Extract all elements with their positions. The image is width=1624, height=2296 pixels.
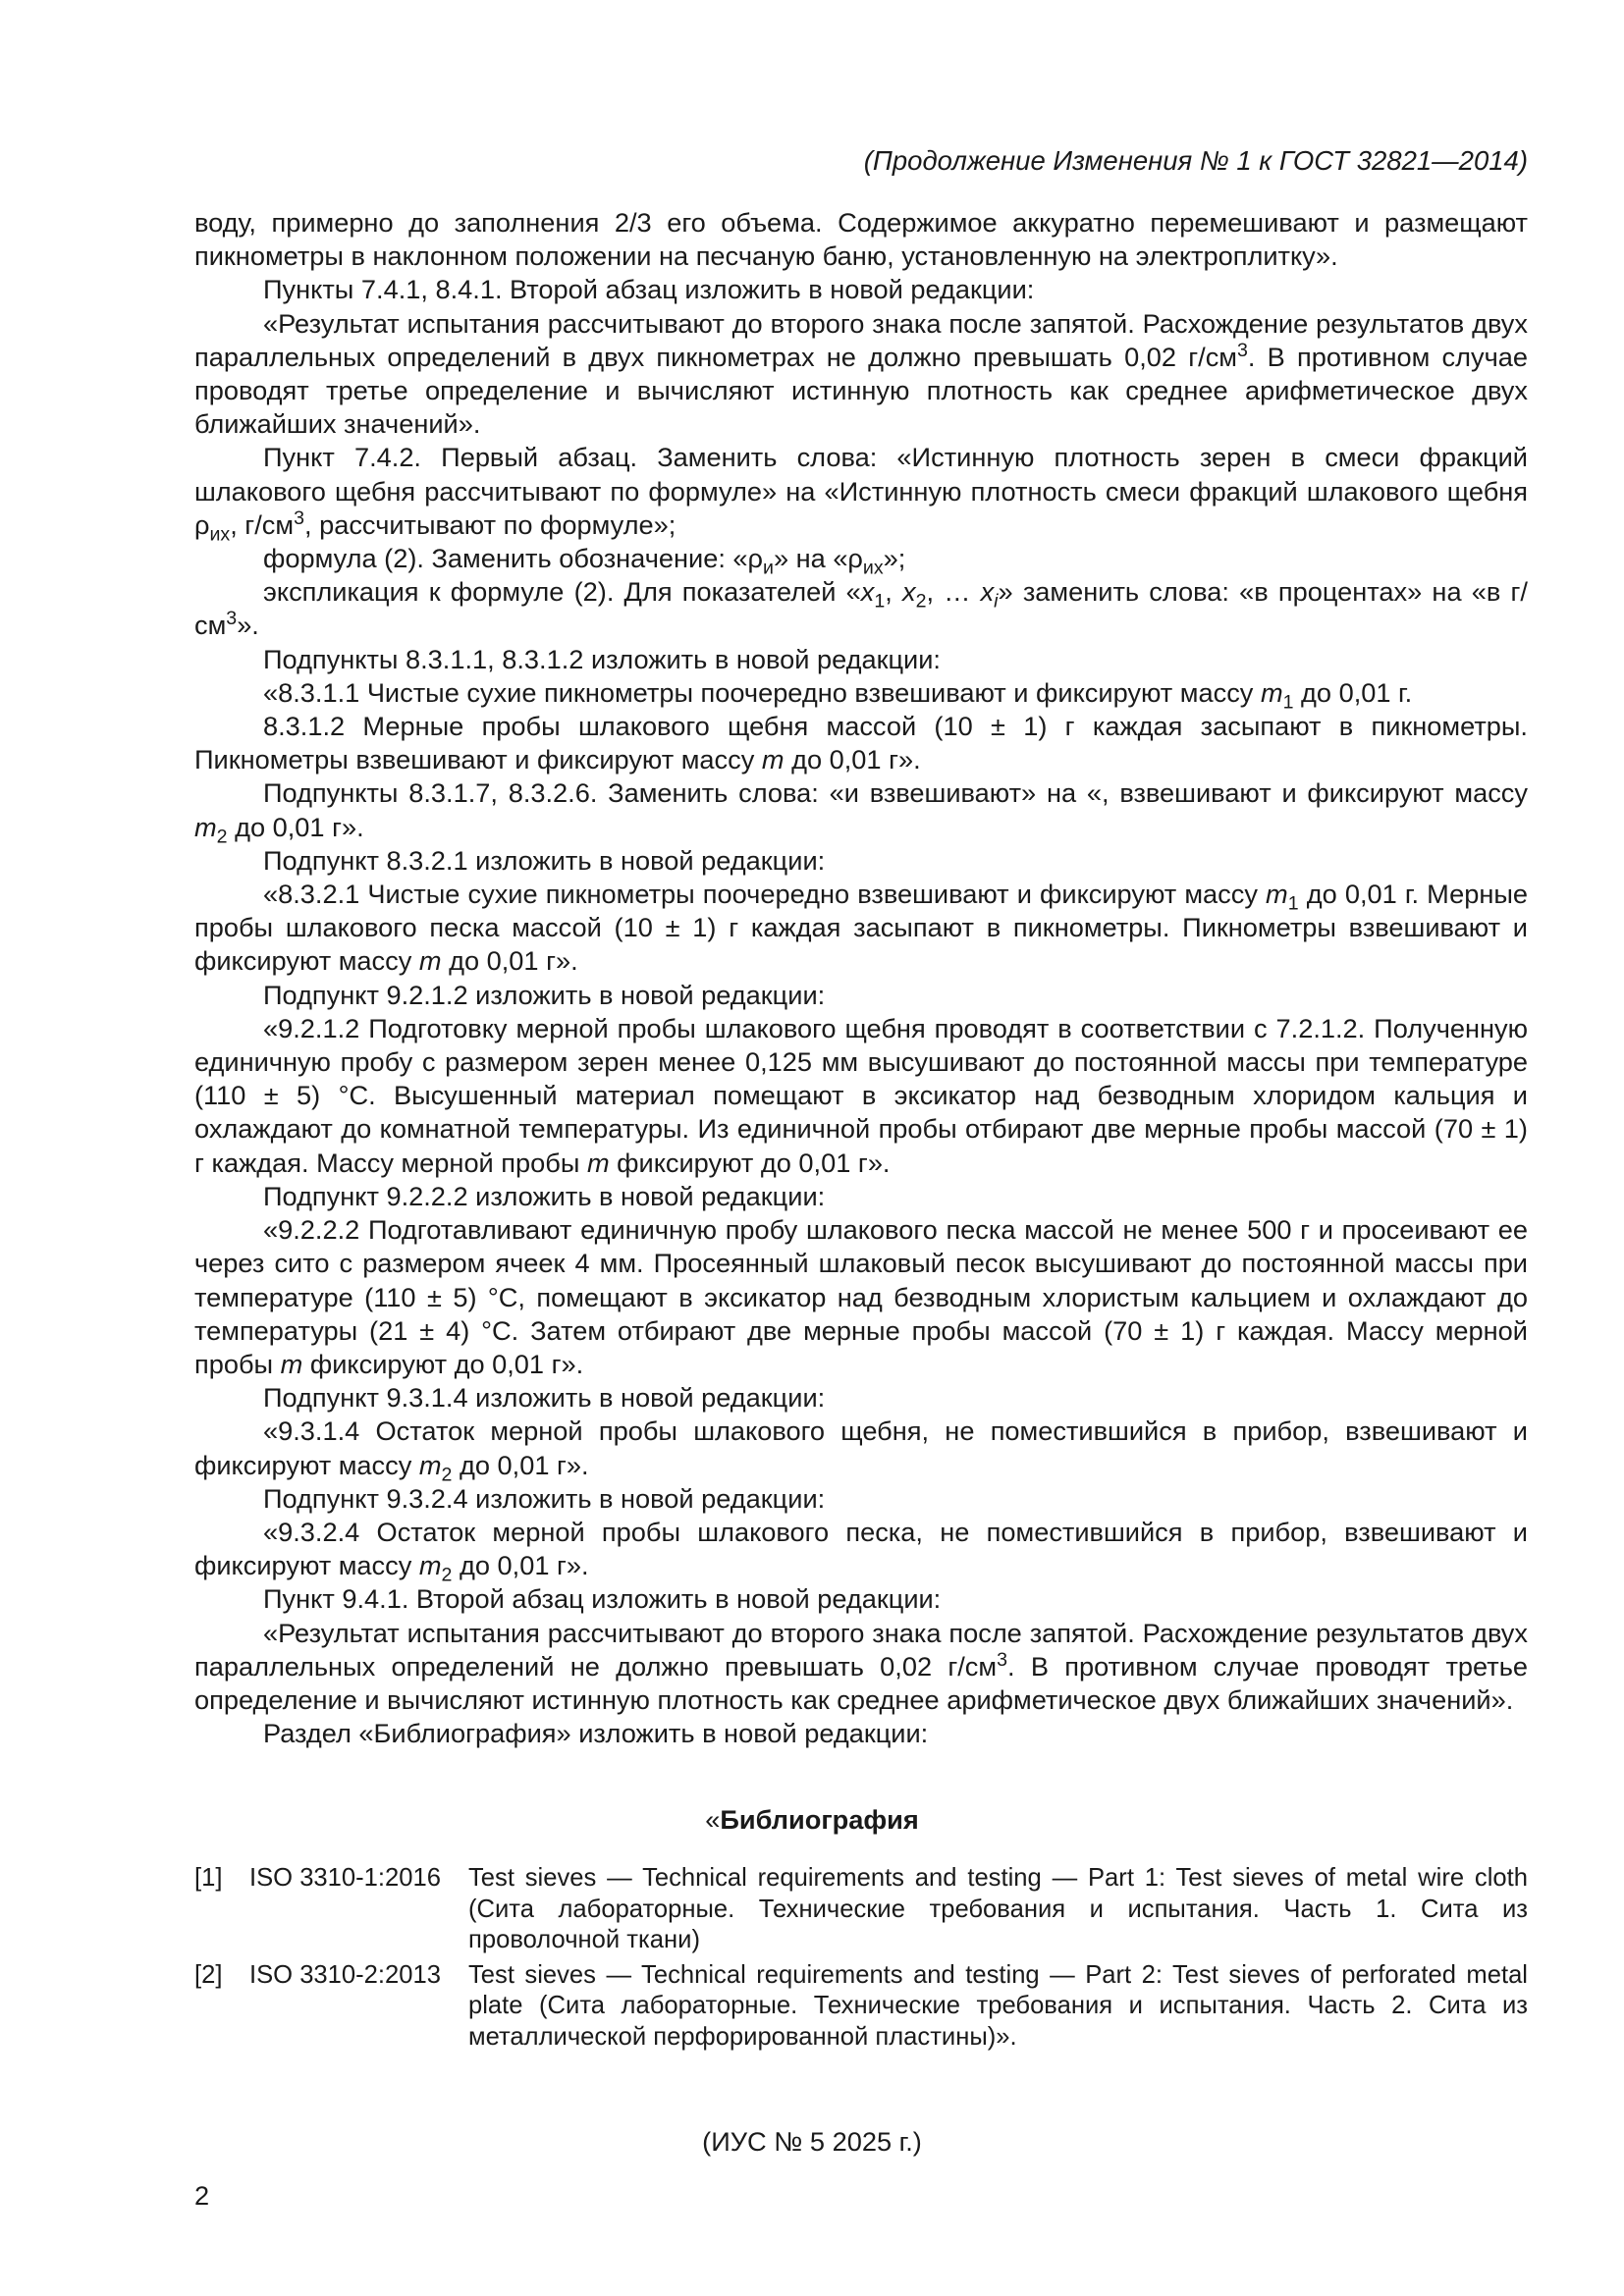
paragraph bbox=[194, 878, 1528, 979]
text-run: и bbox=[763, 557, 774, 579]
bibliography-entry-number: [1] bbox=[194, 1864, 223, 1892]
text-run: воду, примерно до заполнения 2/3 его объема. Содержимое аккуратно перемешивают и размещают пикнометры в наклонном положении на песчаную баню, установленную на электроплитку». bbox=[194, 207, 1528, 272]
text-run: Подпункты 8.3.1.1, 8.3.1.2 изложить в новой редакции: bbox=[263, 643, 941, 674]
text-run: «9.3.2.4 Остаток мерной пробы шлакового песка, не поместившийся в прибор, взвешивают и фиксируют массу bbox=[194, 1516, 1528, 1581]
bibliography-entry-standard: ISO 3310-2:2013 bbox=[249, 1960, 441, 1989]
text-run: Подпункт 9.2.2.2 изложить в новой редакции: bbox=[263, 1180, 826, 1211]
bibliography-entry-number: [2] bbox=[194, 1960, 223, 1989]
paragraph bbox=[194, 844, 1528, 878]
text-run: до 0,01 г». bbox=[452, 1550, 589, 1581]
text-run: , г/см bbox=[230, 508, 295, 540]
text-run: m bbox=[1266, 879, 1288, 910]
text-run: формула (2). Заменить обозначение: «ρ bbox=[263, 543, 764, 574]
paragraph bbox=[194, 776, 1528, 847]
text-run: 3 bbox=[294, 507, 304, 529]
text-run: m bbox=[280, 1348, 303, 1379]
text-run: «Результат испытания рассчитывают до второго знака после запятой. Расхождение результатов двух параллельных определений в двух пикнометрах не должно превышать 0,02 г/см bbox=[194, 307, 1528, 372]
body-text bbox=[194, 206, 1528, 1750]
text-run: до 0,01 г. Мерные пробы шлакового песка массой (10 ± 1) г каждая засыпают в пикнометры. Пикнометры взвешивают и фиксируют массу bbox=[194, 879, 1528, 977]
text-run: Пункт 9.4.1. Второй абзац изложить в новой редакции: bbox=[263, 1583, 942, 1615]
text-run: Пункты 7.4.1, 8.4.1. Второй абзац изложить в новой редакции: bbox=[263, 274, 1035, 305]
paragraph bbox=[194, 273, 1528, 306]
paragraph bbox=[194, 441, 1528, 546]
text-run: до 0,01 г. bbox=[1293, 676, 1413, 708]
bibliography-entry-title: Test sieves — Technical requirements and testing — Part 2: Test sieves of perforated metal plate (Сита лабораторные. Технические требования и испытания. Часть 2. Сита из металлической перфорированной пластины)». bbox=[468, 1960, 1528, 2051]
paragraph bbox=[194, 575, 1528, 642]
text-run: Подпункт 9.3.2.4 изложить в новой редакции: bbox=[263, 1482, 826, 1514]
bibliography-entry-standard: ISO 3310-1:2016 bbox=[249, 1864, 441, 1892]
paragraph bbox=[194, 1582, 1528, 1616]
text-run: x bbox=[901, 576, 916, 608]
text-run: 3 bbox=[997, 1648, 1007, 1671]
text-run: 2 bbox=[915, 590, 927, 613]
text-run: «8.3.2.1 Чистые сухие пикнометры поочередно взвешивают и фиксируют массу bbox=[263, 879, 1267, 910]
bibliography-entry bbox=[194, 1960, 1528, 2054]
paragraph bbox=[194, 979, 1528, 1012]
paragraph bbox=[194, 206, 1528, 273]
text-run: «9.2.1.2 Подготовку мерной пробы шлакового щебня проводят в соответствии с 7.2.1.2. Полученную единичную пробу с размером зерен менее 0,125 мм высушивают до постоянной массы при температуре (110 ± 5) °С. Высушенный материал помещают в эксикатор над безводным хлоридом кальция и охлаждают до комнатной температуры. Из единичной пробы отбирают две мерные пробы массой (70 ± 1) г каждая. Массу мерной пробы bbox=[194, 1012, 1528, 1178]
paragraph bbox=[194, 1381, 1528, 1415]
text-run: . В противном случае проводят третье определение и вычисляют истинную плотность как среднее арифметическое двух ближайших значений». bbox=[194, 1650, 1529, 1715]
paragraph bbox=[194, 1012, 1528, 1180]
text-run: m bbox=[761, 744, 785, 775]
text-run: Пункт 7.4.2. Первый абзац. Заменить слова: «Истинную плотность зерен в смеси фракций шлакового щебня рассчитывают по формуле» на «Истинную плотность смеси фракций шлакового щебня ρ bbox=[194, 442, 1528, 540]
text-run: 2 bbox=[216, 825, 228, 847]
paragraph bbox=[194, 1180, 1528, 1213]
text-run: до 0,01 г». bbox=[227, 811, 364, 842]
bibliography-heading bbox=[0, 1804, 1624, 1836]
bibliography-quote: « bbox=[705, 1804, 721, 1835]
text-run: m bbox=[1260, 676, 1283, 708]
text-run: фиксируют до 0,01 г». bbox=[609, 1147, 891, 1178]
paragraph bbox=[194, 542, 1528, 579]
text-run: 3 bbox=[1236, 339, 1248, 361]
text-run: «9.3.1.4 Остаток мерной пробы шлакового щебня, не поместившийся в прибор, взвешивают и фиксируют массу bbox=[194, 1415, 1528, 1480]
bibliography-list bbox=[194, 1863, 1528, 2056]
text-run: m bbox=[586, 1147, 610, 1178]
text-run: экспликация к формуле (2). Для показателей « bbox=[263, 576, 861, 608]
paragraph bbox=[194, 676, 1528, 714]
paragraph bbox=[194, 1717, 1528, 1750]
text-run: до 0,01 г». bbox=[784, 744, 921, 775]
text-run: 3 bbox=[226, 608, 238, 630]
text-run: 1 bbox=[1287, 892, 1299, 915]
bibliography-entry-title: Test sieves — Technical requirements and testing — Part 1: Test sieves of metal wire cloth (Сита лабораторные. Технические требования и испытания. Часть 1. Сита из проволочной ткани) bbox=[468, 1864, 1528, 1953]
page-number: 2 bbox=[194, 2180, 210, 2211]
text-run: 1 bbox=[874, 590, 886, 613]
text-run: до 0,01 г». bbox=[452, 1449, 589, 1480]
text-run: Подпункт 8.3.2.1 изложить в новой редакции: bbox=[263, 844, 826, 876]
paragraph bbox=[194, 710, 1528, 776]
text-run: i bbox=[994, 590, 999, 613]
text-run: Раздел «Библиография» изложить в новой редакции: bbox=[263, 1718, 929, 1749]
text-run: 2 bbox=[441, 1564, 453, 1586]
text-run: , bbox=[885, 576, 902, 608]
paragraph bbox=[194, 1617, 1528, 1718]
text-run: 1 bbox=[1282, 691, 1294, 714]
text-run: » заменить слова: «в процентах» на «в г/см bbox=[194, 576, 1528, 641]
paragraph bbox=[194, 1516, 1528, 1586]
text-run: m bbox=[418, 945, 442, 977]
bibliography-entry bbox=[194, 1863, 1528, 1956]
text-run: Подпункт 9.2.1.2 изложить в новой редакции: bbox=[263, 979, 826, 1010]
text-run: , … bbox=[926, 576, 981, 608]
paragraph bbox=[194, 1482, 1528, 1516]
text-run: их bbox=[862, 557, 884, 579]
text-run: , рассчитывают по формуле»; bbox=[303, 508, 677, 540]
page-header: (Продолжение Изменения № 1 к ГОСТ 32821—2014) bbox=[863, 145, 1528, 176]
text-run: «Результат испытания рассчитывают до второго знака после запятой. Расхождение результатов двух параллельных определений не должно превышать 0,02 г/см bbox=[194, 1617, 1528, 1682]
text-run: m bbox=[418, 1550, 442, 1581]
text-run: Подпункты 8.3.1.7, 8.3.2.6. Заменить слова: «и взвешивают» на «, взвешивают и фиксируют массу bbox=[263, 777, 1528, 809]
text-run: до 0,01 г». bbox=[441, 945, 578, 977]
paragraph bbox=[194, 643, 1528, 676]
text-run: x bbox=[860, 576, 875, 608]
text-run: »; bbox=[883, 543, 906, 574]
text-run: их bbox=[209, 523, 231, 546]
text-run: 2 bbox=[441, 1463, 453, 1485]
text-run: 8.3.1.2 Мерные пробы шлакового щебня массой (10 ± 1) г каждая засыпают в пикнометры. Пикнометры взвешивают и фиксируют массу bbox=[194, 711, 1528, 775]
text-run: «8.3.1.1 Чистые сухие пикнометры поочередно взвешивают и фиксируют массу bbox=[263, 676, 1261, 708]
text-run: «9.2.2.2 Подготавливают единичную пробу шлакового песка массой не менее 500 г и просеивают ее через сито с размером ячеек 4 мм. Просеянный шлаковый песок высушивают до постоянной массы при температуре (110 ± 5) °С, помещают в эксикатор над безводным хлористым кальцием и охлаждают до температуры (21 ± 4) °С. Затем отбирают две мерные пробы массой (70 ± 1) г каждая. Массу мерной пробы bbox=[194, 1214, 1528, 1379]
ius-reference: (ИУС № 5 2025 г.) bbox=[702, 2126, 922, 2157]
paragraph bbox=[194, 1213, 1528, 1381]
text-run: x bbox=[980, 576, 995, 608]
text-run: Подпункт 9.3.1.4 изложить в новой редакции: bbox=[263, 1382, 826, 1414]
text-run: ». bbox=[237, 610, 259, 641]
text-run: фиксируют до 0,01 г». bbox=[302, 1348, 584, 1379]
paragraph bbox=[194, 1415, 1528, 1485]
text-run: » на «ρ bbox=[773, 543, 863, 574]
text-run: m bbox=[418, 1449, 442, 1480]
text-run: m bbox=[194, 811, 217, 842]
bibliography-title: Библиография bbox=[720, 1804, 919, 1835]
text-run: . В противном случае проводят третье определение и вычисляют истинную плотность как среднее арифметическое двух ближайших значений». bbox=[194, 341, 1528, 440]
paragraph bbox=[194, 307, 1528, 442]
